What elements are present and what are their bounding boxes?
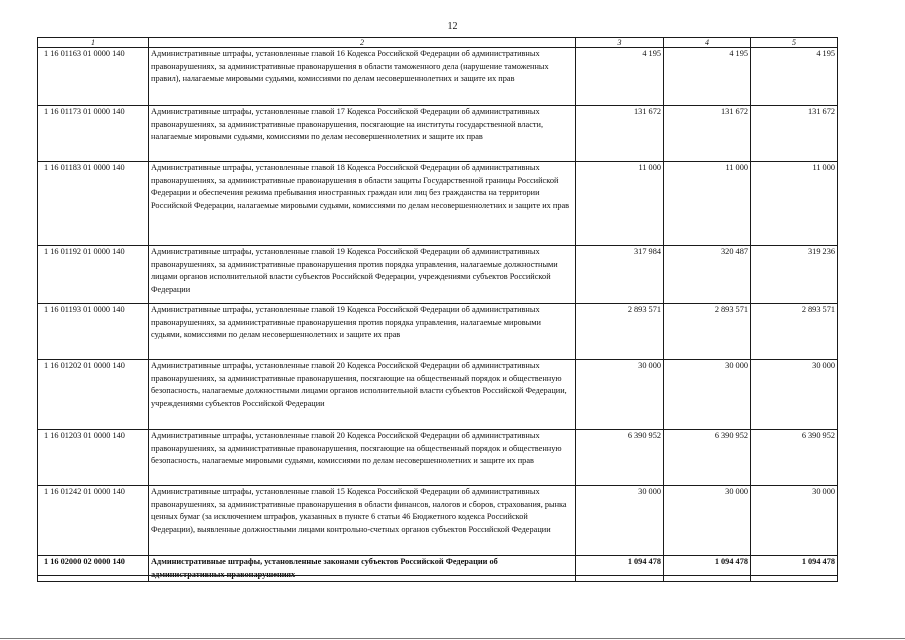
row-value-col5: 30 000 [751,360,838,430]
row-value-col5: 1 094 478 [751,556,838,582]
row-description: Административные штрафы, установленные главой 18 Кодекса Российской Федерации об административных правонарушениях, за административные правонарушения в области защиты Государственной границы Российской Федерации и обеспечения режима пребывания иностранных граждан или лиц без гражданства на территории Российской Федерации, налагаемые мировыми судьями, комиссиями по делам несовершеннолетних и защите их прав [149,162,576,246]
row-description: Административные штрафы, установленные главой 20 Кодекса Российской Федерации об административных правонарушениях, за административные правонарушения, посягающие на общественный порядок и общественную безопасность, налагаемые должностными лицами органов исполнительной власти субъектов Российской Федерации, учреждениями субъектов Российской Федерации [149,360,576,430]
row-code: 1 16 02000 02 0000 140 [38,556,149,582]
row-code: 1 16 01192 01 0000 140 [38,246,149,304]
column-index-5: 5 [751,38,838,48]
table-row [38,162,838,246]
row-value-col5: 319 236 [751,246,838,304]
row-value-col4: 131 672 [664,106,751,162]
row-code: 1 16 01203 01 0000 140 [38,430,149,486]
row-value-col3: 30 000 [576,360,664,430]
budget-revenue-table [37,37,838,582]
row-code: 1 16 01242 01 0000 140 [38,486,149,556]
table-row [38,430,838,486]
row-description: Административные штрафы, установленные главой 15 Кодекса Российской Федерации об административных правонарушениях, за административные правонарушения в области финансов, налогов и сборов, страхования, рынка ценных бумаг (за исключением штрафов, указанных в пункте 6 статьи 46 Бюджетного кодекса Российской Федерации), выявленные должностными лицами контрольно-счетных органов субъектов Российской Федерации [149,486,576,556]
row-value-col5: 30 000 [751,486,838,556]
row-description: Административные штрафы, установленные главой 20 Кодекса Российской Федерации об административных правонарушениях, за административные правонарушения, посягающие на общественный порядок и общественную безопасность, налагаемые мировыми судьями, комиссиями по делам несовершеннолетних и защите их прав [149,430,576,486]
row-value-col3: 2 893 571 [576,304,664,360]
row-value-col5: 6 390 952 [751,430,838,486]
table-row [38,246,838,304]
column-index-1: 1 [38,38,149,48]
row-value-col3: 131 672 [576,106,664,162]
row-value-col3: 11 000 [576,162,664,246]
row-description: Административные штрафы, установленные законами субъектов Российской Федерации об административных правонарушениях [149,556,576,582]
row-value-col5: 4 195 [751,48,838,106]
row-value-col3: 4 195 [576,48,664,106]
row-code: 1 16 01193 01 0000 140 [38,304,149,360]
row-description: Административные штрафы, установленные главой 16 Кодекса Российской Федерации об административных правонарушениях, за административные правонарушения в области таможенного дела (нарушение таможенных правил), налагаемые мировыми судьями, комиссиями по делам несовершеннолетних и защите их прав [149,48,576,106]
row-value-col4: 6 390 952 [664,430,751,486]
row-code: 1 16 01173 01 0000 140 [38,106,149,162]
row-value-col3: 1 094 478 [576,556,664,582]
row-value-col4: 2 893 571 [664,304,751,360]
table-row [38,556,838,582]
table-row [38,48,838,106]
row-value-col3: 30 000 [576,486,664,556]
column-index-row [38,38,838,48]
row-value-col5: 2 893 571 [751,304,838,360]
column-index-3: 3 [576,38,664,48]
row-code: 1 16 01202 01 0000 140 [38,360,149,430]
page-edge-line [0,638,905,639]
row-value-col4: 1 094 478 [664,556,751,582]
row-value-col4: 11 000 [664,162,751,246]
row-description: Административные штрафы, установленные главой 19 Кодекса Российской Федерации об административных правонарушениях, за административные правонарушения против порядка управления, налагаемые должностными лицами органов исполнительной власти субъектов Российской Федерации, учреждениями субъектов Российской Федерации [149,246,576,304]
row-value-col3: 6 390 952 [576,430,664,486]
column-index-4: 4 [664,38,751,48]
row-code: 1 16 01163 01 0000 140 [38,48,149,106]
row-value-col3: 317 984 [576,246,664,304]
row-value-col4: 320 487 [664,246,751,304]
row-value-col4: 30 000 [664,486,751,556]
table-bottom-rule [37,575,837,576]
table-row [38,304,838,360]
table-row [38,360,838,430]
row-value-col5: 11 000 [751,162,838,246]
page-number: 12 [447,21,458,32]
table-row [38,486,838,556]
row-code: 1 16 01183 01 0000 140 [38,162,149,246]
row-description: Административные штрафы, установленные главой 19 Кодекса Российской Федерации об административных правонарушениях, за административные правонарушения против порядка управления, налагаемые мировыми судьями, комиссиями по делам несовершеннолетних и защите их прав [149,304,576,360]
column-index-2: 2 [149,38,576,48]
row-value-col5: 131 672 [751,106,838,162]
row-description: Административные штрафы, установленные главой 17 Кодекса Российской Федерации об административных правонарушениях, за административные правонарушения, посягающие на институты государственной власти, налагаемые мировыми судьями, комиссиями по делам несовершеннолетних и защите их прав [149,106,576,162]
row-value-col4: 4 195 [664,48,751,106]
table-row [38,106,838,162]
row-value-col4: 30 000 [664,360,751,430]
